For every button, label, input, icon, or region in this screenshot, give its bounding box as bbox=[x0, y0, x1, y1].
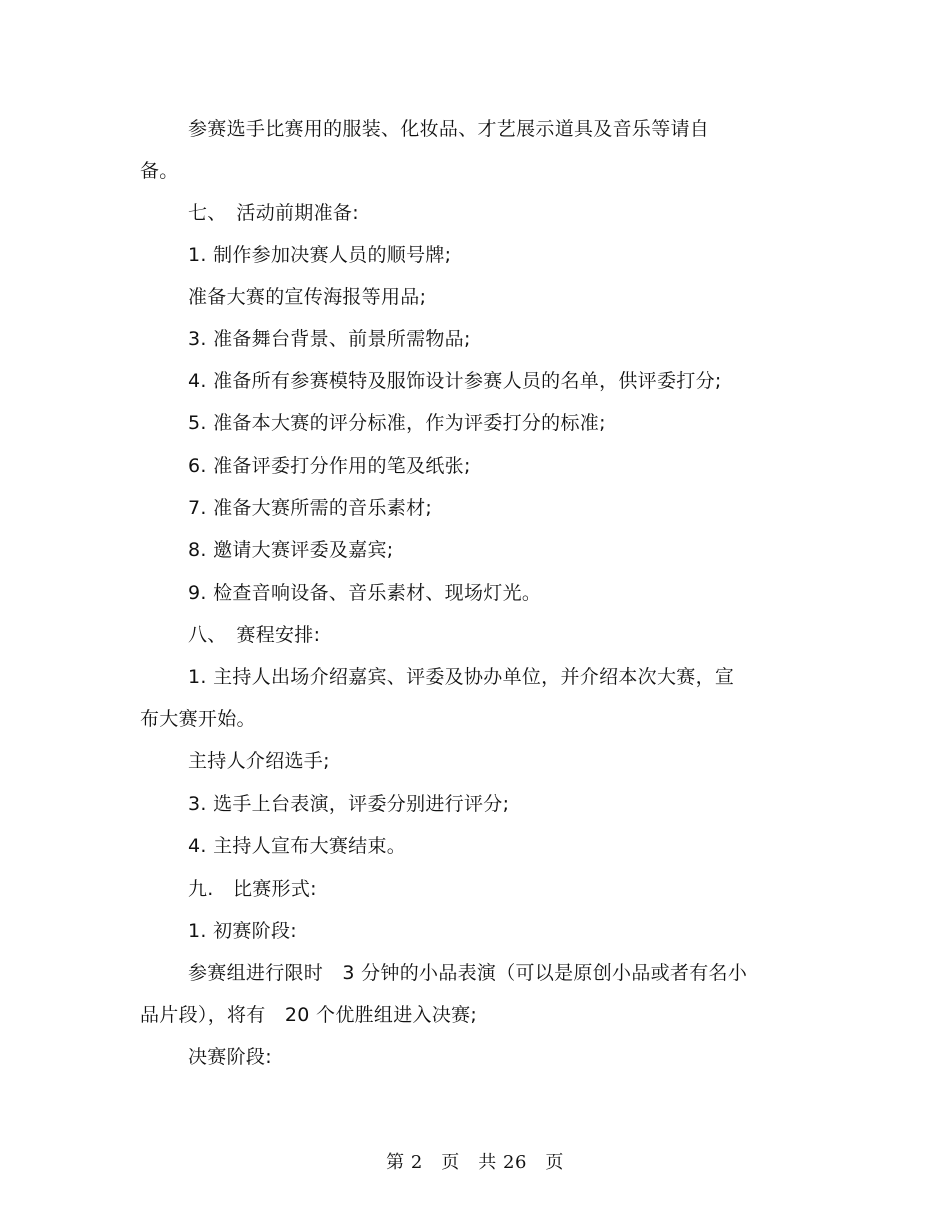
section-heading: 八、 赛程安排: bbox=[188, 624, 321, 646]
list-item: 9. 检查音响设备、音乐素材、现场灯光。 bbox=[188, 582, 542, 604]
page-number-footer: 第 2 页 共 26 页 bbox=[386, 1152, 564, 1173]
list-item: 3. 选手上台表演，评委分别进行评分; bbox=[188, 793, 510, 815]
paragraph-line: 备。 bbox=[140, 160, 179, 182]
list-item: 准备大赛的宣传海报等用品; bbox=[188, 286, 427, 308]
list-item: 1. 主持人出场介绍嘉宾、评委及协办单位，并介绍本次大赛，宣 bbox=[188, 666, 735, 688]
paragraph-line: 参赛选手比赛用的服装、化妆品、才艺展示道具及音乐等请自 bbox=[188, 118, 710, 140]
section-heading: 九. 比赛形式: bbox=[188, 878, 317, 900]
list-item: 决赛阶段: bbox=[188, 1046, 272, 1068]
paragraph-line: 参赛组进行限时 3 分钟的小品表演（可以是原创小品或者有名小 bbox=[188, 962, 748, 984]
list-item: 5. 准备本大赛的评分标准，作为评委打分的标准; bbox=[188, 412, 606, 434]
list-item: 1. 制作参加决赛人员的顺号牌; bbox=[188, 244, 452, 266]
list-item: 7. 准备大赛所需的音乐素材; bbox=[188, 497, 433, 519]
list-item: 8. 邀请大赛评委及嘉宾; bbox=[188, 539, 394, 561]
list-item: 6. 准备评委打分作用的笔及纸张; bbox=[188, 455, 471, 477]
list-item: 主持人介绍选手; bbox=[188, 750, 330, 772]
list-item: 3. 准备舞台背景、前景所需物品; bbox=[188, 328, 471, 350]
paragraph-line: 品片段），将有 20 个优胜组进入决赛; bbox=[140, 1004, 478, 1026]
list-item: 4. 准备所有参赛模特及服饰设计参赛人员的名单，供评委打分; bbox=[188, 370, 722, 392]
section-heading: 七、 活动前期准备: bbox=[188, 202, 359, 224]
list-item: 4. 主持人宣布大赛结束。 bbox=[188, 835, 407, 857]
paragraph-line: 布大赛开始。 bbox=[140, 708, 256, 730]
list-item: 1. 初赛阶段: bbox=[188, 920, 297, 942]
